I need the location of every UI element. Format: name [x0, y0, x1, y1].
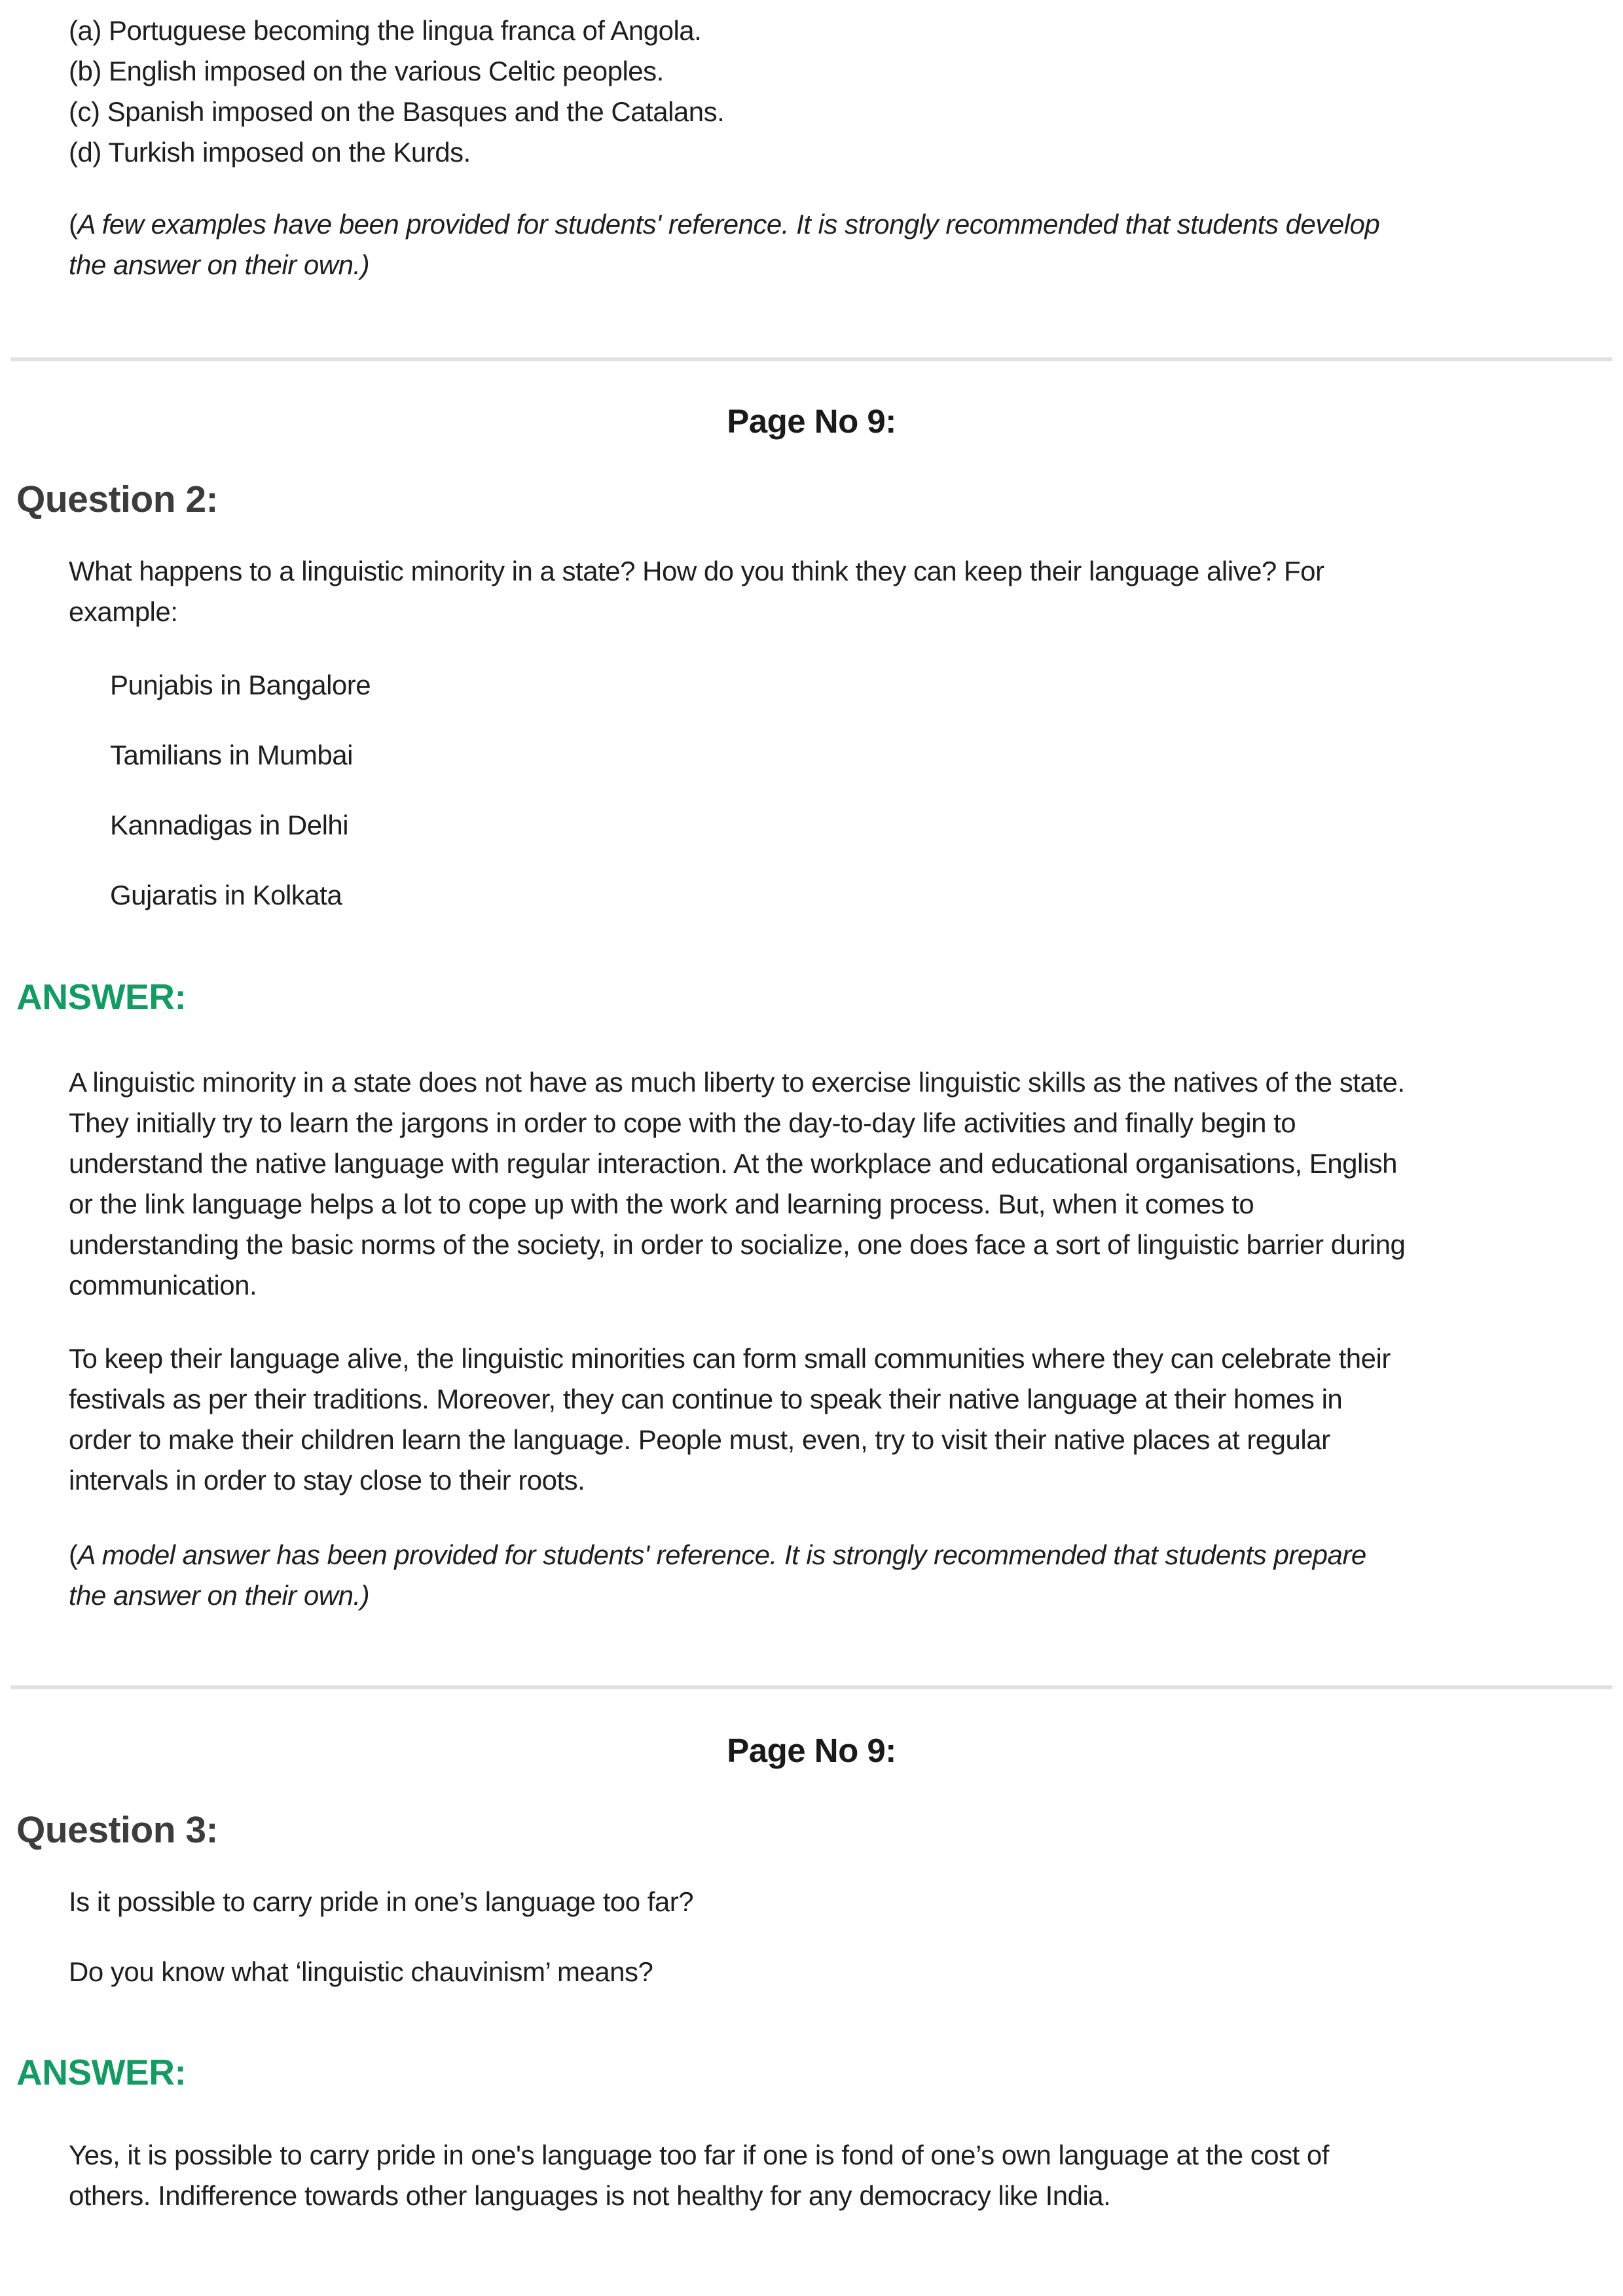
reference-note [0, 204, 1623, 285]
text-line: They initially try to learn the jargons in order to cope with the day-to-day life activities and finally begin to [69, 1107, 1296, 1138]
text-line: example: [69, 596, 178, 627]
text-line: Yes, it is possible to carry pride in one's language too far if one is fond of one’s own language at the cost of [69, 2140, 1329, 2170]
answer-heading: ANSWER: [16, 2052, 187, 2092]
answer-paragraph [0, 1062, 1623, 1306]
section-divider [10, 357, 1613, 361]
text-line: understand the native language with regular interaction. At the workplace and educational organisations, English [69, 1148, 1398, 1179]
example-item: Tamilians in Mumbai [110, 740, 353, 770]
list-item: (a) Portuguese becoming the lingua franca of Angola. [69, 15, 702, 46]
text-line: festivals as per their traditions. Moreover, they can continue to speak their native language at their homes in [69, 1384, 1343, 1414]
text-line: understanding the basic norms of the society, in order to socialize, one does face a sort of linguistic barrier during [69, 1229, 1406, 1260]
list-item: (b) English imposed on the various Celtic peoples. [69, 56, 664, 86]
question-heading: Question 2: [16, 478, 219, 520]
reference-note [0, 1535, 1623, 1616]
section-divider [10, 1685, 1613, 1689]
list-item: (d) Turkish imposed on the Kurds. [69, 137, 471, 168]
text-line [69, 204, 1623, 245]
text-line: To keep their language alive, the linguistic minorities can form small communities where they can celebrate their [69, 1343, 1391, 1374]
question-heading: Question 3: [16, 1809, 219, 1851]
note-open-paren: ( [69, 1539, 78, 1570]
answer-paragraph [0, 2135, 1623, 2216]
example-list [0, 665, 1623, 916]
answer-heading: ANSWER: [16, 977, 187, 1017]
page-number-heading: Page No 9: [727, 403, 896, 440]
example-item: Kannadigas in Delhi [110, 810, 349, 840]
text-line: others. Indifference towards other languages is not healthy for any democracy like India. [69, 2180, 1111, 2211]
text-line: What happens to a linguistic minority in a state? How do you think they can keep their language alive? For [69, 556, 1324, 586]
options-list [0, 10, 1623, 173]
list-item: (c) Spanish imposed on the Basques and the Catalans. [69, 96, 725, 127]
note-text: A model answer has been provided for students' reference. It is strongly recommended that students prepare [77, 1539, 1366, 1570]
question-text: Is it possible to carry pride in one’s language too far? [69, 1886, 694, 1917]
text-line: or the link language helps a lot to cope up with the work and learning process. But, when it comes to [69, 1189, 1254, 1219]
page-number-heading: Page No 9: [727, 1732, 896, 1769]
text-line: the answer on their own.) [69, 249, 370, 280]
example-item: Gujaratis in Kolkata [110, 880, 342, 910]
text-line: the answer on their own.) [69, 1580, 370, 1611]
example-item: Punjabis in Bangalore [110, 670, 371, 700]
note-open-paren: ( [69, 209, 78, 240]
text-line: order to make their children learn the language. People must, even, try to visit their native places at regular [69, 1424, 1330, 1455]
answer-paragraph [0, 1338, 1623, 1501]
text-line: intervals in order to stay close to their roots. [69, 1465, 585, 1496]
note-text: A few examples have been provided for students' reference. It is strongly recommended that students develop [77, 209, 1380, 240]
text-line [69, 1535, 1623, 1575]
text-line: communication. [69, 1270, 257, 1300]
question-text: Do you know what ‘linguistic chauvinism’ means? [69, 1956, 653, 1987]
question-text [0, 551, 1623, 632]
text-line: A linguistic minority in a state does not have as much liberty to exercise linguistic skills as the natives of the state. [69, 1067, 1405, 1098]
